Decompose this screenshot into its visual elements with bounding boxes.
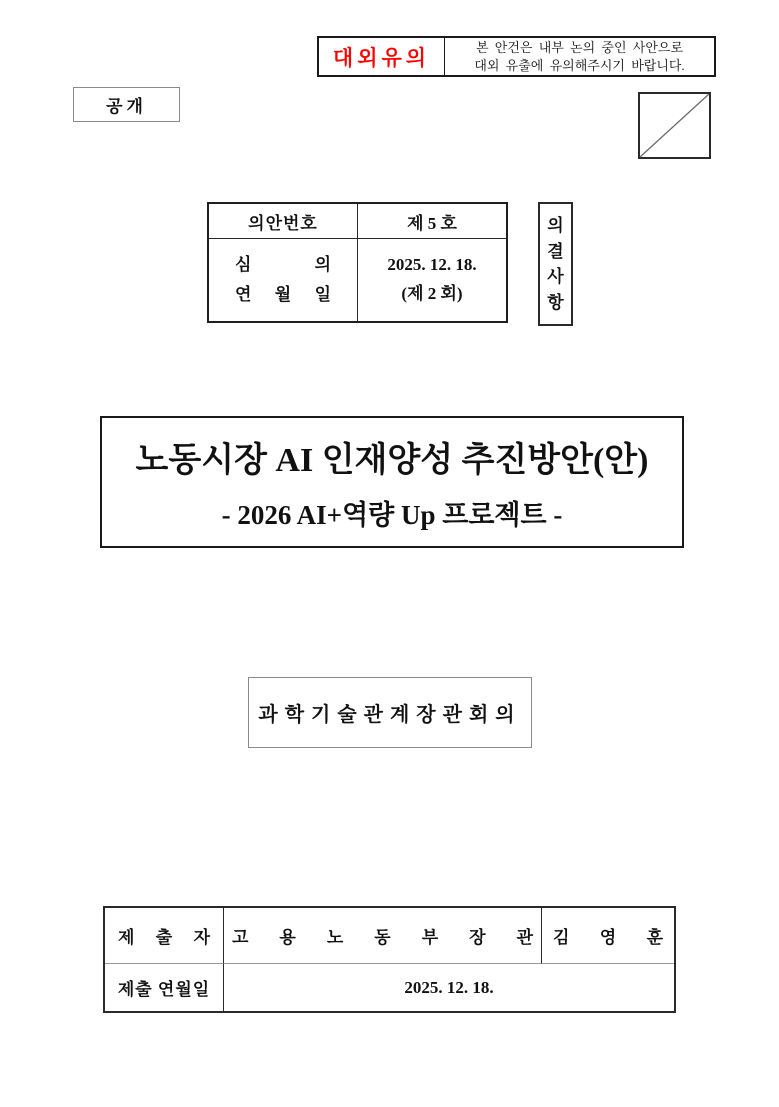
notice-note-line-2: 대외 유출에 유의해주시기 바랍니다.: [474, 57, 685, 73]
submitter-name: 김 영 훈: [553, 928, 663, 947]
diagonal-slash-icon: [638, 92, 711, 159]
notice-note-line-1: 본 안건은 내부 논의 중인 사안으로: [475, 39, 684, 55]
disclosure-label: 공개: [106, 97, 147, 116]
submitter-label-cell: [105, 908, 224, 964]
submission-date-label-cell: [105, 964, 224, 1011]
agenda-number-label: 의안번호: [248, 213, 318, 233]
submission-table: [103, 906, 676, 1013]
submission-date-value-cell: [224, 964, 674, 1011]
submitter-label: 제 출 자: [118, 928, 210, 947]
agenda-review-label-cell: [209, 239, 358, 321]
title-box: [100, 416, 684, 548]
agenda-number-value-cell: [358, 204, 506, 239]
council-box: [248, 677, 532, 748]
agenda-review-session: (제 2 회): [401, 284, 463, 303]
agenda-number-label-cell: [209, 204, 358, 239]
agenda-review-label-line-1: 심 의: [235, 255, 331, 275]
agenda-review-date: 2025. 12. 18.: [387, 255, 477, 275]
agenda-number-value: 제 5 호: [407, 213, 457, 233]
notice-box: [317, 36, 716, 77]
submission-date-value: 2025. 12. 18.: [404, 977, 494, 997]
agenda-table: [207, 202, 508, 323]
document-subtitle: - 2026 AI+역량 Up 프로젝트 -: [221, 500, 563, 530]
resolution-tag-box: [538, 202, 573, 326]
resolution-tag-label: 의결사항: [547, 216, 564, 312]
agenda-review-label-line-2: 연 월 일: [235, 285, 331, 304]
document-title: 노동시장 AI 인재양성 추진방안(안): [135, 442, 649, 479]
disclosure-box: [73, 87, 180, 122]
submitter-name-cell: [542, 908, 674, 964]
notice-text-cell: [445, 38, 714, 75]
council-label: 과학기술관계장관회의: [258, 704, 522, 726]
agenda-review-value-cell: [358, 239, 506, 321]
submitter-org-cell: [224, 908, 542, 964]
notice-label-cell: [319, 38, 445, 75]
submission-date-label: 제출 연월일: [117, 980, 211, 999]
notice-label: 대외유의: [332, 45, 431, 70]
stamp-box: [638, 92, 711, 159]
submitter-org: 고 용 노 동 부 장 관: [232, 928, 533, 947]
